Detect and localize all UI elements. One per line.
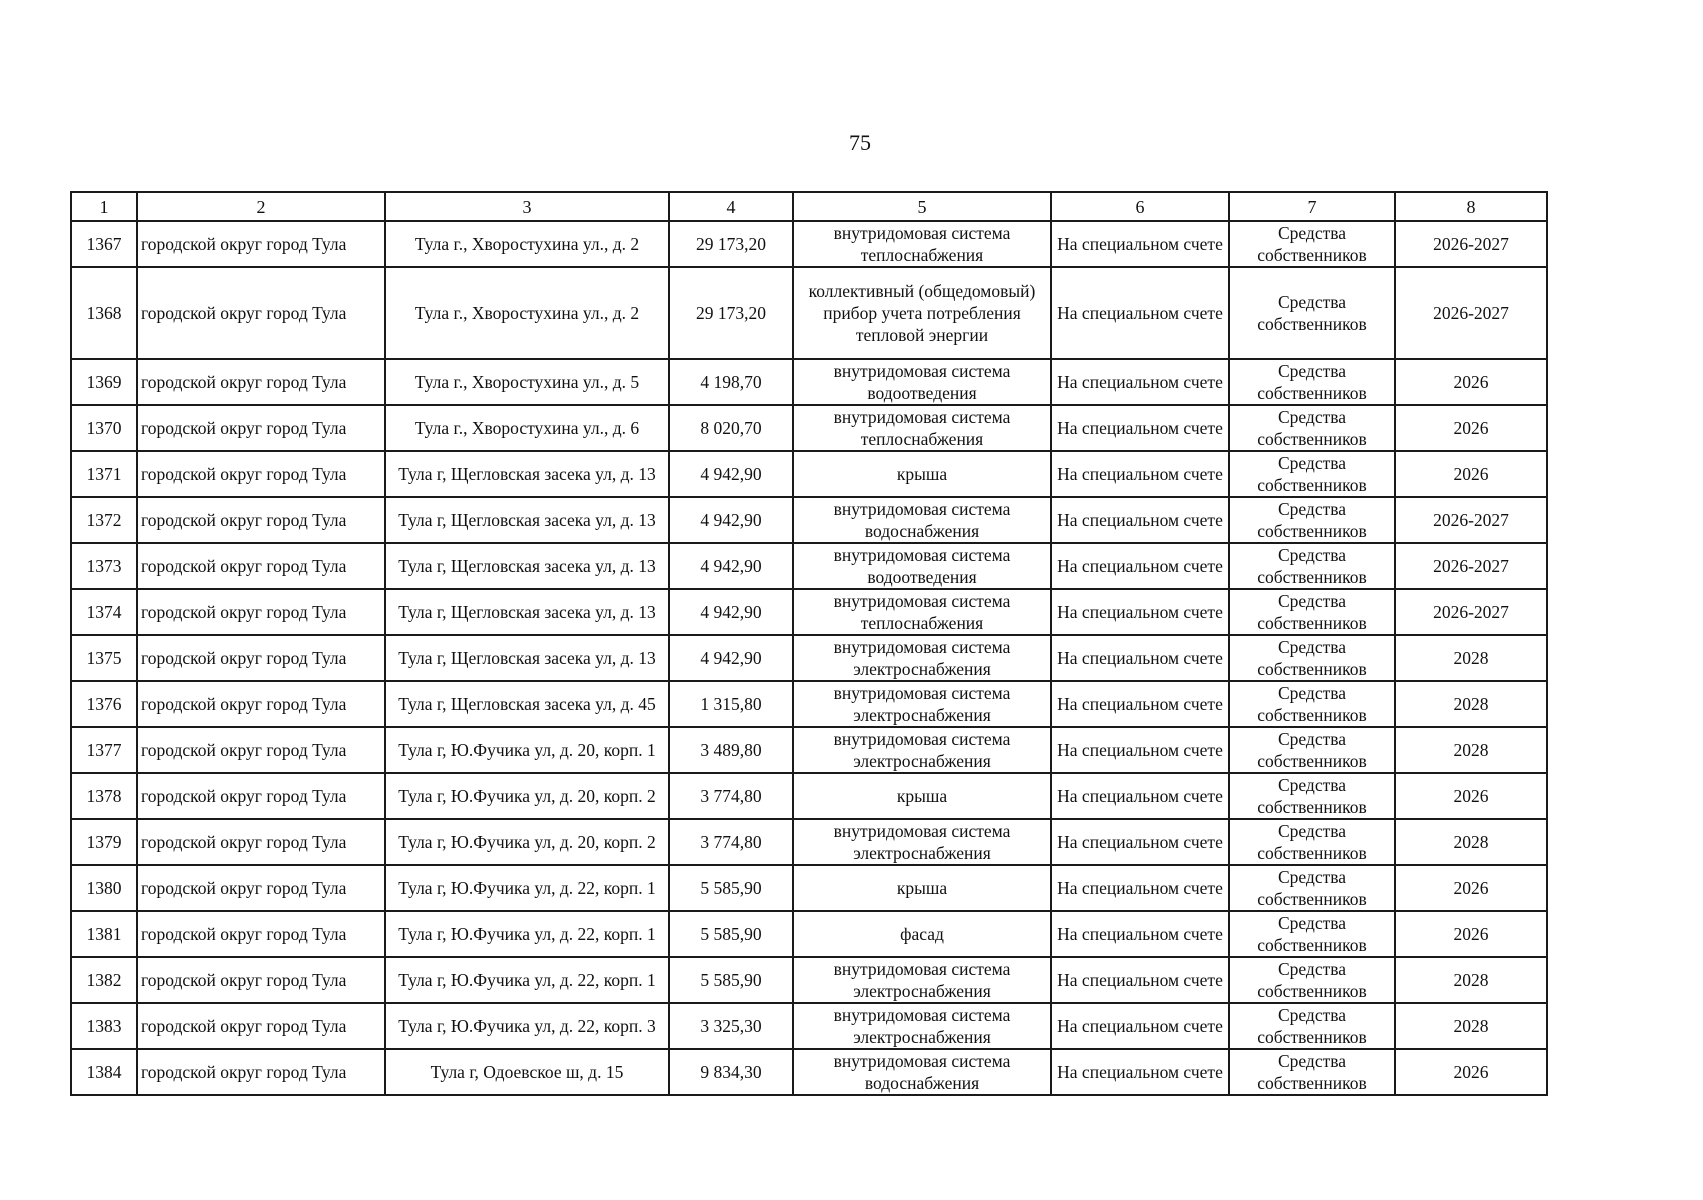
area-cell: 5 585,90 — [669, 911, 793, 957]
address-cell: Тула г, Щегловская засека ул, д. 13 — [385, 635, 669, 681]
period-cell: 2026 — [1395, 1049, 1547, 1095]
work-type-cell: внутридомовая система теплоснабжения — [793, 405, 1051, 451]
row-number: 1379 — [71, 819, 137, 865]
municipality-cell: городской округ город Тула — [137, 267, 385, 359]
period-cell: 2028 — [1395, 1003, 1547, 1049]
area-cell: 5 585,90 — [669, 957, 793, 1003]
area-cell: 4 942,90 — [669, 451, 793, 497]
funding-source-cell: Средства собственников — [1229, 497, 1395, 543]
period-cell: 2026 — [1395, 359, 1547, 405]
area-cell: 3 774,80 — [669, 819, 793, 865]
table-row — [71, 727, 1547, 773]
funding-source-cell: Средства собственников — [1229, 681, 1395, 727]
municipality-cell: городской округ город Тула — [137, 1003, 385, 1049]
table-row — [71, 221, 1547, 267]
table-row — [71, 819, 1547, 865]
area-cell: 9 834,30 — [669, 1049, 793, 1095]
area-cell: 5 585,90 — [669, 865, 793, 911]
municipality-cell: городской округ город Тула — [137, 957, 385, 1003]
area-cell: 4 198,70 — [669, 359, 793, 405]
municipality-cell: городской округ город Тула — [137, 405, 385, 451]
row-number: 1384 — [71, 1049, 137, 1095]
row-number: 1376 — [71, 681, 137, 727]
fund-method-cell: На специальном счете — [1051, 359, 1229, 405]
table-row — [71, 1003, 1547, 1049]
period-cell: 2026-2027 — [1395, 589, 1547, 635]
work-type-cell: внутридомовая система водоотведения — [793, 543, 1051, 589]
address-cell: Тула г, Щегловская засека ул, д. 13 — [385, 451, 669, 497]
row-number: 1367 — [71, 221, 137, 267]
table-row — [71, 497, 1547, 543]
address-cell: Тула г, Ю.Фучика ул, д. 20, корп. 2 — [385, 773, 669, 819]
work-type-cell: внутридомовая система водоснабжения — [793, 1049, 1051, 1095]
funding-source-cell: Средства собственников — [1229, 819, 1395, 865]
row-number: 1375 — [71, 635, 137, 681]
fund-method-cell: На специальном счете — [1051, 451, 1229, 497]
municipality-cell: городской округ город Тула — [137, 773, 385, 819]
area-cell: 8 020,70 — [669, 405, 793, 451]
municipality-cell: городской округ город Тула — [137, 451, 385, 497]
municipality-cell: городской округ город Тула — [137, 589, 385, 635]
period-cell: 2028 — [1395, 635, 1547, 681]
work-type-cell: крыша — [793, 773, 1051, 819]
address-cell: Тула г, Щегловская засека ул, д. 13 — [385, 589, 669, 635]
work-type-cell: внутридомовая система электроснабжения — [793, 957, 1051, 1003]
period-cell: 2026 — [1395, 865, 1547, 911]
address-cell: Тула г., Хворостухина ул., д. 2 — [385, 267, 669, 359]
column-header: 1 — [71, 192, 137, 221]
fund-method-cell: На специальном счете — [1051, 727, 1229, 773]
column-header: 4 — [669, 192, 793, 221]
municipality-cell: городской округ город Тула — [137, 727, 385, 773]
area-cell: 1 315,80 — [669, 681, 793, 727]
municipality-cell: городской округ город Тула — [137, 635, 385, 681]
municipality-cell: городской округ город Тула — [137, 865, 385, 911]
work-type-cell: внутридомовая система теплоснабжения — [793, 221, 1051, 267]
funding-source-cell: Средства собственников — [1229, 267, 1395, 359]
area-cell: 3 774,80 — [669, 773, 793, 819]
work-type-cell: внутридомовая система электроснабжения — [793, 635, 1051, 681]
column-header: 7 — [1229, 192, 1395, 221]
municipality-cell: городской округ город Тула — [137, 359, 385, 405]
funding-source-cell: Средства собственников — [1229, 773, 1395, 819]
table-row — [71, 267, 1547, 359]
work-type-cell: коллективный (общедомовый) прибор учета потребления тепловой энергии — [793, 267, 1051, 359]
area-cell: 29 173,20 — [669, 221, 793, 267]
table-row — [71, 405, 1547, 451]
row-number: 1369 — [71, 359, 137, 405]
work-type-cell: внутридомовая система электроснабжения — [793, 1003, 1051, 1049]
funding-source-cell: Средства собственников — [1229, 451, 1395, 497]
fund-method-cell: На специальном счете — [1051, 773, 1229, 819]
period-cell: 2028 — [1395, 727, 1547, 773]
row-number: 1373 — [71, 543, 137, 589]
work-type-cell: внутридомовая система водоотведения — [793, 359, 1051, 405]
funding-source-cell: Средства собственников — [1229, 1003, 1395, 1049]
address-cell: Тула г, Щегловская засека ул, д. 13 — [385, 497, 669, 543]
funding-source-cell: Средства собственников — [1229, 221, 1395, 267]
address-cell: Тула г., Хворостухина ул., д. 6 — [385, 405, 669, 451]
table-row — [71, 589, 1547, 635]
period-cell: 2026-2027 — [1395, 543, 1547, 589]
fund-method-cell: На специальном счете — [1051, 497, 1229, 543]
header-row — [71, 192, 1547, 221]
row-number: 1371 — [71, 451, 137, 497]
page-number: 75 — [849, 130, 871, 155]
table-row — [71, 635, 1547, 681]
work-type-cell: внутридомовая система электроснабжения — [793, 727, 1051, 773]
table-row — [71, 543, 1547, 589]
table-row — [71, 681, 1547, 727]
fund-method-cell: На специальном счете — [1051, 221, 1229, 267]
row-number: 1372 — [71, 497, 137, 543]
table-row — [71, 957, 1547, 1003]
fund-method-cell: На специальном счете — [1051, 267, 1229, 359]
period-cell: 2028 — [1395, 957, 1547, 1003]
area-cell: 4 942,90 — [669, 635, 793, 681]
address-cell: Тула г, Ю.Фучика ул, д. 22, корп. 1 — [385, 911, 669, 957]
municipality-cell: городской округ город Тула — [137, 911, 385, 957]
row-number: 1377 — [71, 727, 137, 773]
funding-source-cell: Средства собственников — [1229, 543, 1395, 589]
column-header: 3 — [385, 192, 669, 221]
address-cell: Тула г, Ю.Фучика ул, д. 20, корп. 2 — [385, 819, 669, 865]
work-type-cell: внутридомовая система теплоснабжения — [793, 589, 1051, 635]
fund-method-cell: На специальном счете — [1051, 819, 1229, 865]
fund-method-cell: На специальном счете — [1051, 589, 1229, 635]
funding-source-cell: Средства собственников — [1229, 359, 1395, 405]
fund-method-cell: На специальном счете — [1051, 1003, 1229, 1049]
address-cell: Тула г, Ю.Фучика ул, д. 22, корп. 3 — [385, 1003, 669, 1049]
row-number: 1368 — [71, 267, 137, 359]
funding-source-cell: Средства собственников — [1229, 957, 1395, 1003]
municipality-cell: городской округ город Тула — [137, 543, 385, 589]
work-type-cell: внутридомовая система водоснабжения — [793, 497, 1051, 543]
period-cell: 2026-2027 — [1395, 497, 1547, 543]
address-cell: Тула г, Ю.Фучика ул, д. 20, корп. 1 — [385, 727, 669, 773]
fund-method-cell: На специальном счете — [1051, 635, 1229, 681]
table-row — [71, 865, 1547, 911]
area-cell: 3 489,80 — [669, 727, 793, 773]
funding-source-cell: Средства собственников — [1229, 405, 1395, 451]
work-type-cell: внутридомовая система электроснабжения — [793, 681, 1051, 727]
fund-method-cell: На специальном счете — [1051, 543, 1229, 589]
column-header: 2 — [137, 192, 385, 221]
area-cell: 4 942,90 — [669, 543, 793, 589]
fund-method-cell: На специальном счете — [1051, 911, 1229, 957]
fund-method-cell: На специальном счете — [1051, 681, 1229, 727]
address-cell: Тула г, Одоевское ш, д. 15 — [385, 1049, 669, 1095]
period-cell: 2026-2027 — [1395, 221, 1547, 267]
row-number: 1381 — [71, 911, 137, 957]
period-cell: 2026 — [1395, 405, 1547, 451]
row-number: 1370 — [71, 405, 137, 451]
column-header: 8 — [1395, 192, 1547, 221]
funding-source-cell: Средства собственников — [1229, 911, 1395, 957]
area-cell: 4 942,90 — [669, 589, 793, 635]
municipality-cell: городской округ город Тула — [137, 681, 385, 727]
period-cell: 2028 — [1395, 819, 1547, 865]
work-type-cell: крыша — [793, 865, 1051, 911]
funding-source-cell: Средства собственников — [1229, 589, 1395, 635]
funding-source-cell: Средства собственников — [1229, 635, 1395, 681]
registry-table — [70, 191, 1548, 1096]
area-cell: 3 325,30 — [669, 1003, 793, 1049]
municipality-cell: городской округ город Тула — [137, 819, 385, 865]
column-header: 6 — [1051, 192, 1229, 221]
period-cell: 2028 — [1395, 681, 1547, 727]
row-number: 1374 — [71, 589, 137, 635]
funding-source-cell: Средства собственников — [1229, 865, 1395, 911]
period-cell: 2026-2027 — [1395, 267, 1547, 359]
row-number: 1383 — [71, 1003, 137, 1049]
address-cell: Тула г., Хворостухина ул., д. 5 — [385, 359, 669, 405]
row-number: 1380 — [71, 865, 137, 911]
funding-source-cell: Средства собственников — [1229, 727, 1395, 773]
address-cell: Тула г, Щегловская засека ул, д. 13 — [385, 543, 669, 589]
address-cell: Тула г, Ю.Фучика ул, д. 22, корп. 1 — [385, 865, 669, 911]
municipality-cell: городской округ город Тула — [137, 497, 385, 543]
table-row — [71, 359, 1547, 405]
row-number: 1382 — [71, 957, 137, 1003]
address-cell: Тула г, Щегловская засека ул, д. 45 — [385, 681, 669, 727]
table-row — [71, 451, 1547, 497]
fund-method-cell: На специальном счете — [1051, 957, 1229, 1003]
work-type-cell: внутридомовая система электроснабжения — [793, 819, 1051, 865]
period-cell: 2026 — [1395, 911, 1547, 957]
work-type-cell: крыша — [793, 451, 1051, 497]
fund-method-cell: На специальном счете — [1051, 405, 1229, 451]
table-row — [71, 773, 1547, 819]
funding-source-cell: Средства собственников — [1229, 1049, 1395, 1095]
period-cell: 2026 — [1395, 451, 1547, 497]
municipality-cell: городской округ город Тула — [137, 221, 385, 267]
municipality-cell: городской округ город Тула — [137, 1049, 385, 1095]
row-number: 1378 — [71, 773, 137, 819]
area-cell: 29 173,20 — [669, 267, 793, 359]
address-cell: Тула г., Хворостухина ул., д. 2 — [385, 221, 669, 267]
column-header: 5 — [793, 192, 1051, 221]
period-cell: 2026 — [1395, 773, 1547, 819]
fund-method-cell: На специальном счете — [1051, 865, 1229, 911]
work-type-cell: фасад — [793, 911, 1051, 957]
area-cell: 4 942,90 — [669, 497, 793, 543]
table-row — [71, 911, 1547, 957]
address-cell: Тула г, Ю.Фучика ул, д. 22, корп. 1 — [385, 957, 669, 1003]
table-row — [71, 1049, 1547, 1095]
fund-method-cell: На специальном счете — [1051, 1049, 1229, 1095]
